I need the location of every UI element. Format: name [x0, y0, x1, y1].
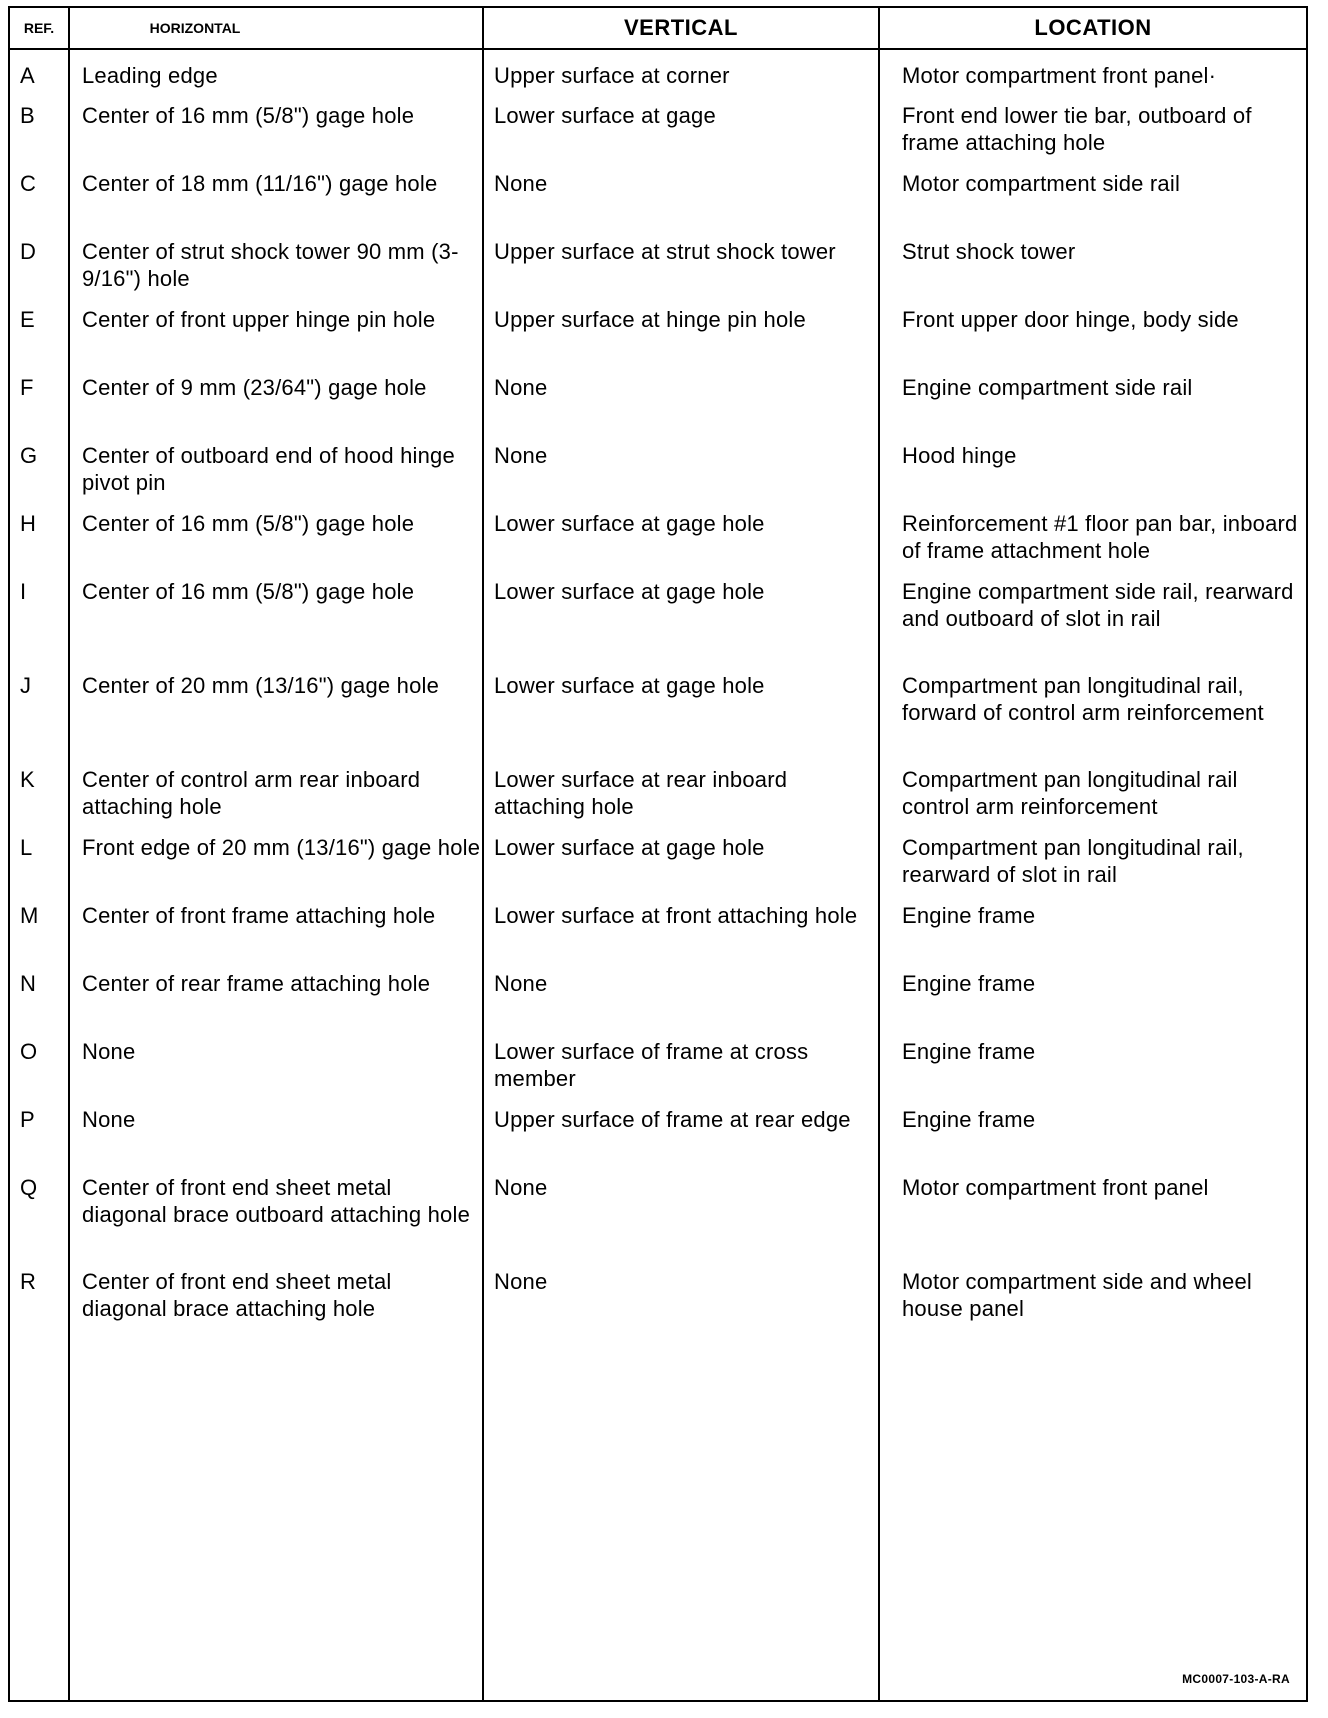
ref-cell: K [20, 767, 35, 792]
horizontal-cell: Center of front end sheet metal diagonal brace outboard attaching hole [82, 1175, 471, 1227]
vertical-cell: Lower surface of frame at cross member [494, 1039, 809, 1091]
location-cell: Strut shock tower [902, 239, 1076, 264]
horizontal-cell: Center of 16 mm (5/8") gage hole [82, 579, 415, 604]
ref-cell: I [20, 579, 27, 604]
column-divider-ref [68, 8, 70, 1700]
horizontal-cell: Center of strut shock tower 90 mm (3-9/16") hole [82, 239, 459, 291]
location-cell: Engine frame [902, 1039, 1036, 1064]
ref-cell: D [20, 239, 37, 264]
horizontal-cell: Center of front upper hinge pin hole [82, 307, 436, 332]
location-cell: Engine frame [902, 1107, 1036, 1132]
ref-cell: J [20, 673, 32, 698]
ref-cell: G [20, 443, 38, 468]
header-ref: REF. [23, 20, 55, 36]
vertical-cell: Lower surface at gage hole [494, 579, 765, 604]
horizontal-cell: Center of 20 mm (13/16") gage hole [82, 673, 440, 698]
horizontal-cell: None [82, 1107, 136, 1132]
vertical-cell: Upper surface at corner [494, 63, 730, 88]
vertical-cell: Upper surface of frame at rear edge [494, 1107, 851, 1132]
location-cell: Motor compartment side rail [902, 171, 1181, 196]
ref-cell: H [20, 511, 37, 536]
ref-cell: A [20, 63, 35, 88]
location-cell: Compartment pan longitudinal rail control arm reinforcement [902, 767, 1238, 819]
header-horizontal: HORIZONTAL [149, 20, 241, 36]
vertical-cell: None [494, 1269, 548, 1294]
figure-id-label: MC0007-103-A-RA [1182, 1672, 1290, 1686]
reference-table [8, 6, 1308, 1702]
horizontal-cell: Front edge of 20 mm (13/16") gage hole [82, 835, 481, 860]
location-cell: Compartment pan longitudinal rail, forward of control arm reinforcement [902, 673, 1264, 725]
location-cell: Front upper door hinge, body side [902, 307, 1239, 332]
location-cell: Hood hinge [902, 443, 1017, 468]
ref-cell: P [20, 1107, 35, 1132]
vertical-cell: Lower surface at gage hole [494, 835, 765, 860]
vertical-cell: Upper surface at strut shock tower [494, 239, 836, 264]
location-cell: Engine frame [902, 903, 1036, 928]
location-cell: Engine compartment side rail, rearward and outboard of slot in rail [902, 579, 1294, 631]
vertical-cell: Lower surface at gage hole [494, 511, 765, 536]
location-cell: Compartment pan longitudinal rail, rearward of slot in rail [902, 835, 1244, 887]
location-cell: Motor compartment front panel· [902, 63, 1217, 88]
ref-cell: C [20, 171, 37, 196]
location-cell: Reinforcement #1 floor pan bar, inboard of frame attachment hole [902, 511, 1298, 563]
ref-cell: F [20, 375, 34, 400]
vertical-cell: Lower surface at rear inboard attaching hole [494, 767, 788, 819]
horizontal-cell: Center of front end sheet metal diagonal brace attaching hole [82, 1269, 392, 1321]
ref-cell: M [20, 903, 39, 928]
location-cell: Front end lower tie bar, outboard of frame attaching hole [902, 103, 1252, 155]
vertical-cell: None [494, 443, 548, 468]
horizontal-cell: Center of 16 mm (5/8") gage hole [82, 103, 415, 128]
horizontal-cell: Center of 18 mm (11/16") gage hole [82, 171, 438, 196]
horizontal-cell: Leading edge [82, 63, 218, 88]
vertical-cell: None [494, 171, 548, 196]
ref-cell: L [20, 835, 33, 860]
ref-cell: R [20, 1269, 37, 1294]
vertical-cell: None [494, 971, 548, 996]
vertical-cell: Lower surface at front attaching hole [494, 903, 858, 928]
location-cell: Engine frame [902, 971, 1036, 996]
ref-cell: E [20, 307, 35, 332]
ref-cell: B [20, 103, 35, 128]
header-divider [10, 48, 1306, 50]
horizontal-cell: Center of control arm rear inboard attaching hole [82, 767, 421, 819]
column-divider-horizontal [482, 8, 484, 1700]
location-cell: Motor compartment side and wheel house panel [902, 1269, 1253, 1321]
ref-cell: O [20, 1039, 38, 1064]
vertical-cell: None [494, 375, 548, 400]
vertical-cell: Lower surface at gage [494, 103, 716, 128]
horizontal-cell: Center of 16 mm (5/8") gage hole [82, 511, 415, 536]
header-location: LOCATION [1034, 15, 1152, 40]
ref-cell: Q [20, 1175, 38, 1200]
ref-cell: N [20, 971, 37, 996]
vertical-cell: Upper surface at hinge pin hole [494, 307, 806, 332]
header-vertical: VERTICAL [624, 15, 738, 40]
horizontal-cell: Center of outboard end of hood hinge pivot pin [82, 443, 455, 495]
horizontal-cell: None [82, 1039, 136, 1064]
horizontal-cell: Center of rear frame attaching hole [82, 971, 431, 996]
horizontal-cell: Center of front frame attaching hole [82, 903, 436, 928]
vertical-cell: None [494, 1175, 548, 1200]
vertical-cell: Lower surface at gage hole [494, 673, 765, 698]
location-cell: Engine compartment side rail [902, 375, 1193, 400]
location-cell: Motor compartment front panel [902, 1175, 1209, 1200]
horizontal-cell: Center of 9 mm (23/64") gage hole [82, 375, 427, 400]
